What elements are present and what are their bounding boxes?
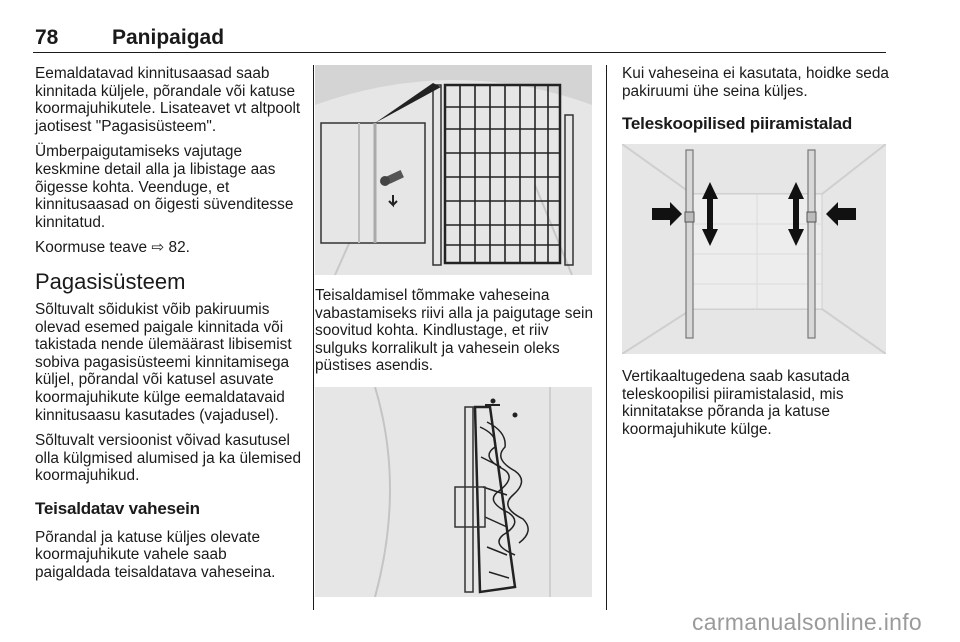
- page-number: 78: [35, 26, 59, 49]
- paragraph: Põrandal ja katuse küljes olevate koormajuhikute vahele saab paigaldada teisaldatava vaheseina.: [35, 528, 276, 582]
- paragraph: Eemaldatavad kinnitusaasad saab kinnitada küljele, põrandale või katuse koormajuhikutele. Lisateavet vt altpoolt jaotisest "Pagasisüsteem".: [35, 65, 301, 135]
- section-heading: Pagasisüsteem: [35, 268, 186, 294]
- text-column-2: [315, 65, 600, 597]
- text-column-3: [622, 65, 892, 447]
- paragraph: Teisaldamisel tõmmake vaheseina vabastamiseks riivi alla ja paigutage sein soovitud kohta. Kindlustage, et riiv sulguks korralikult ja vahesein oleks püstises asendis.: [315, 287, 594, 375]
- paragraph: Sõltuvalt versioonist võivad kasutusel olla külgmised alumised ja ka ülemised koormajuhikud.: [35, 432, 302, 485]
- cross-reference: Koormuse teave ⇨ 82.: [35, 239, 190, 257]
- running-header-title: Panipaigad: [112, 26, 225, 49]
- paragraph: Vertikaaltugedena saab kasutada teleskoopilisi piiramistalasid, mis kinnitatakse põranda ja katuse koormajuhikute külge.: [622, 368, 850, 438]
- paragraph: Kui vaheseina ei kasutata, hoidke seda pakiruumi ühe seina küljes.: [622, 65, 889, 100]
- subsection-heading: Teisaldatav vahesein: [35, 498, 200, 518]
- paragraph: Sõltuvalt sõidukist võib pakiruumis olevad esemed paigale kinnitada või takistada nende ülemäärast libisemist sobiva pagasisüsteemi kinnitamisega küljel, põrandal või katusel asuvate koormajuhikute külge eemaldatavaid kinnitusaasu kasutades (vajadusel).: [35, 300, 292, 424]
- text-column-1: [35, 65, 305, 590]
- paragraph: Ümberpaigutamiseks vajutage keskmine detail alla ja libistage aas õigesse kohta. Veenduge, et kinnitusaasad on õigesti süvenditesse kinnitatud.: [35, 143, 294, 231]
- watermark-text: carmanualsonline.info: [691, 609, 922, 635]
- cargo-net-partition-illustration: [315, 65, 592, 275]
- column-divider: [313, 65, 314, 610]
- stowed-partition-illustration: [315, 387, 592, 597]
- subsection-heading: Teleskoopilised piiramistalad: [622, 114, 853, 134]
- header-rule: [33, 52, 886, 53]
- telescopic-bars-illustration: [622, 144, 886, 354]
- column-divider: [606, 65, 607, 610]
